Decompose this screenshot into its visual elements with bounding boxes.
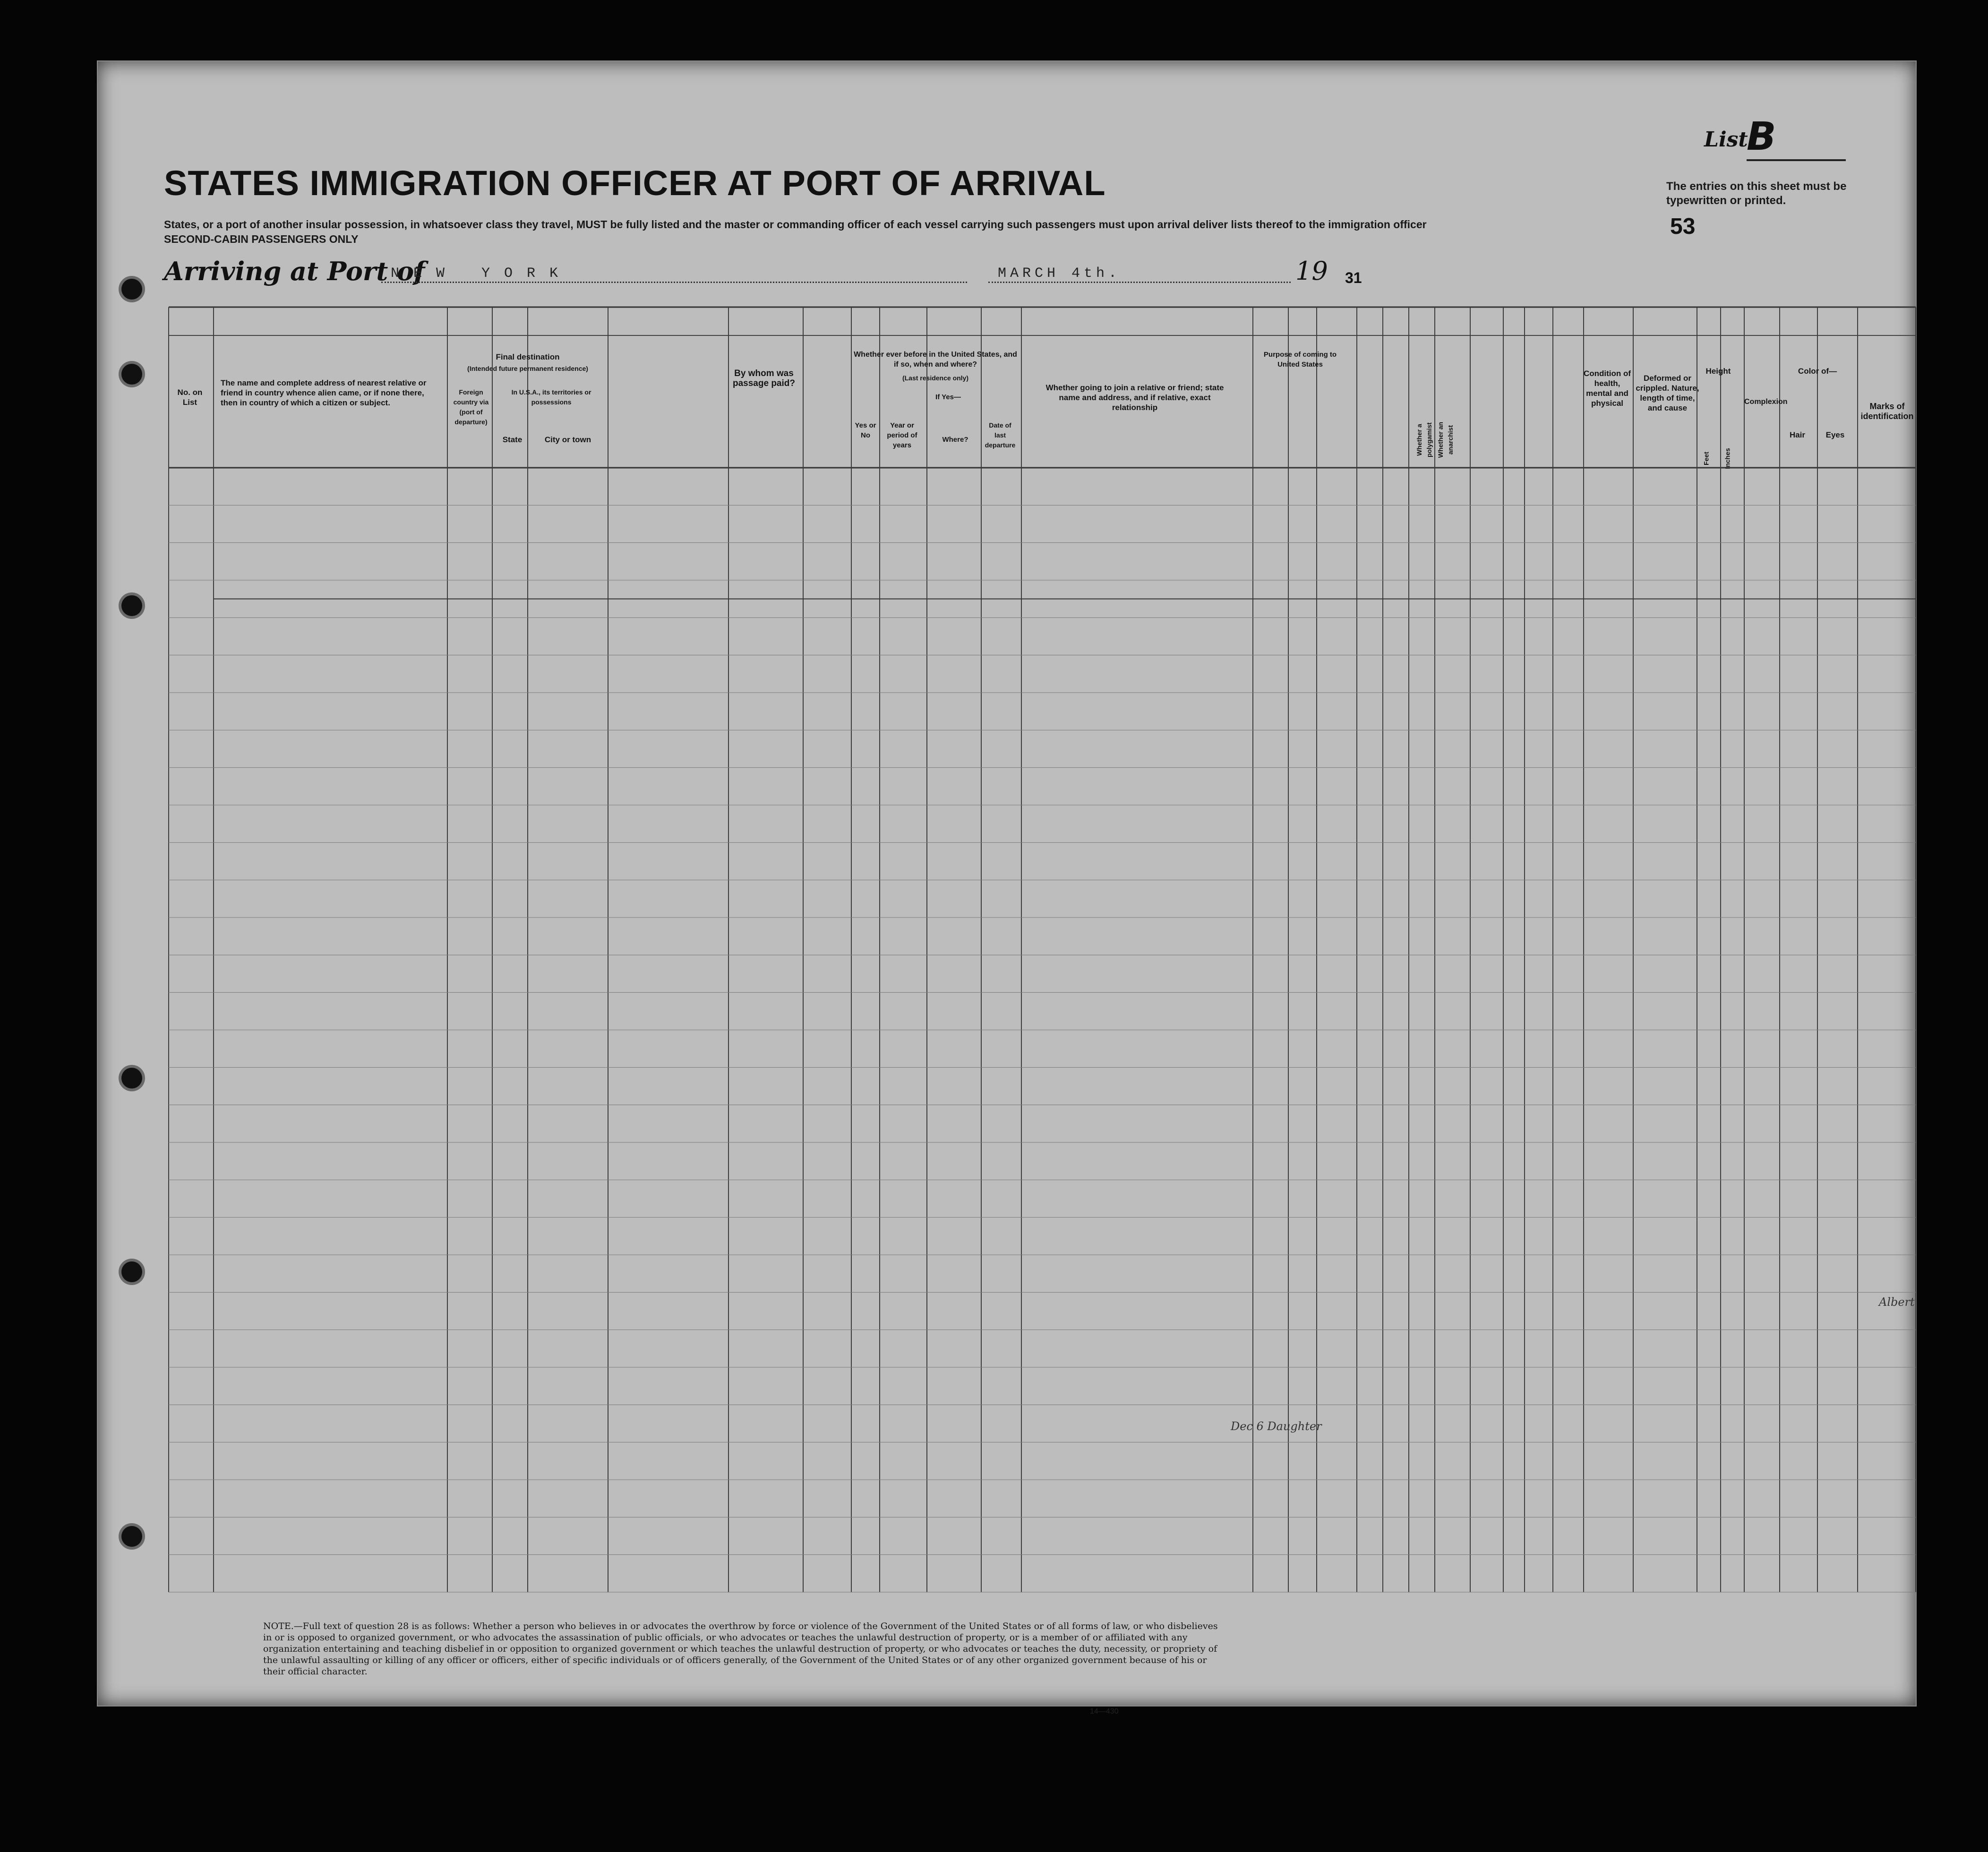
punch-hole bbox=[121, 1068, 142, 1089]
form-number: 14—430 bbox=[1090, 1707, 1119, 1715]
header-by-whom-paid: By whom was passage paid? bbox=[733, 369, 795, 388]
page-subtitle bbox=[164, 217, 1600, 247]
header-eyes: Eyes bbox=[1825, 430, 1845, 439]
header-state: State bbox=[502, 435, 523, 444]
arrival-date: MARCH 4th. bbox=[988, 266, 1291, 283]
header-if-yes: If Yes— bbox=[935, 393, 961, 401]
manifest-grid bbox=[98, 61, 1916, 1706]
header-hair: Hair bbox=[1789, 430, 1806, 439]
port-value: NEW YORK bbox=[381, 266, 967, 283]
header-before-in-us: Whether ever before in the United States, and if so, when and where? bbox=[854, 351, 1017, 369]
punch-hole bbox=[121, 1261, 142, 1282]
handwritten-margin-note: Albert bbox=[1879, 1295, 1915, 1309]
header-complexion: Complexion bbox=[1744, 398, 1788, 406]
subtitle-line1: States, or a port of another insular possession, in whatsoever class they travel, MUST be fully listed and the master or commanding officer of each vessel carrying such passengers must upon arrival deliver lists thereof to the immigration officer bbox=[164, 218, 1427, 231]
header-in-usa: In U.S.A., its territories or possessions bbox=[511, 388, 591, 406]
header-relative-address: The name and complete address of nearest relative or friend in country whence alien came, or if none there, then in country of which a citizen or subject. bbox=[221, 378, 427, 407]
header-polygamist: Whether a polygamist bbox=[1415, 422, 1433, 457]
header-before-sub: (Last residence only) bbox=[902, 374, 969, 382]
page-title: STATES IMMIGRATION OFFICER AT PORT OF ARRIVAL bbox=[164, 163, 1106, 203]
header-final-destination-sub: (Intended future permanent residence) bbox=[467, 365, 588, 372]
header-health: Condition of health, mental and physical bbox=[1583, 369, 1631, 408]
header-final-destination: Final destination bbox=[496, 352, 560, 361]
punch-hole bbox=[121, 364, 142, 385]
punch-hole bbox=[121, 279, 142, 300]
punch-hole bbox=[121, 595, 142, 616]
header-height: Height bbox=[1705, 367, 1731, 376]
footnote-question-28: NOTE.—Full text of question 28 is as follows: Whether a person who believes in or advocates the overthrow by force or violence of the Government of the United States or of all forms of law, or who disbelieves in or is opposed to organized government, or who advocates the assassination of public officials, or who advocates or teaches the unlawful destruction of property, or is a member of or affiliated with any organization entertaining and teaching disbelief in or opposition to organized government or which teaches the unlawful destruction of property, or who advocates or teaches the duty, necessity, or propriety of the unlawful assaulting or killing of any officer or officers, either of specific individuals or of officers generally, of the Government of the United States or of any other organized government because of his or their official character. bbox=[263, 1621, 1218, 1677]
sheet-number: 53 bbox=[1670, 214, 1696, 239]
header-no-on-list: No. on List bbox=[177, 388, 203, 407]
entries-note: The entries on this sheet must be typewritten or printed. bbox=[1666, 180, 1847, 207]
header-inches: Inches bbox=[1723, 448, 1731, 469]
header-foreign-country: Foreign country via (port of departure) bbox=[453, 388, 489, 426]
year-prefix: 19 bbox=[1295, 256, 1328, 286]
header-join-relative: Whether going to join a relative or friend; state name and address, and if relative, exact relationship bbox=[1045, 383, 1224, 412]
header-color-of: Color of— bbox=[1798, 367, 1837, 376]
header-purpose: Purpose of coming to United States bbox=[1263, 351, 1337, 369]
list-value: B bbox=[1747, 114, 1846, 161]
header-yes-or-no: Yes or No bbox=[855, 421, 876, 439]
header-anarchist: Whether an anarchist bbox=[1437, 421, 1454, 458]
header-marks: Marks of identification bbox=[1860, 402, 1914, 421]
header-period: Year or period of years bbox=[887, 421, 917, 449]
punch-hole bbox=[121, 1526, 142, 1547]
handwritten-row-note: Dec 6 Daughter bbox=[1231, 1420, 1322, 1433]
header-city: City or town bbox=[544, 435, 591, 444]
header-deformed: Deformed or crippled. Nature, length of time, and cause bbox=[1636, 374, 1699, 412]
header-last-departure: Date of last departure bbox=[985, 421, 1016, 449]
year-suffix: 31 bbox=[1345, 269, 1362, 286]
header-feet: Feet bbox=[1702, 452, 1710, 465]
subtitle-line2: SECOND-CABIN PASSENGERS ONLY bbox=[164, 233, 359, 245]
manifest-sheet bbox=[98, 61, 1916, 1715]
list-label: List bbox=[1704, 128, 1748, 152]
arriving-label: Arriving at Port of bbox=[164, 256, 425, 286]
header-where: Where? bbox=[942, 436, 968, 444]
